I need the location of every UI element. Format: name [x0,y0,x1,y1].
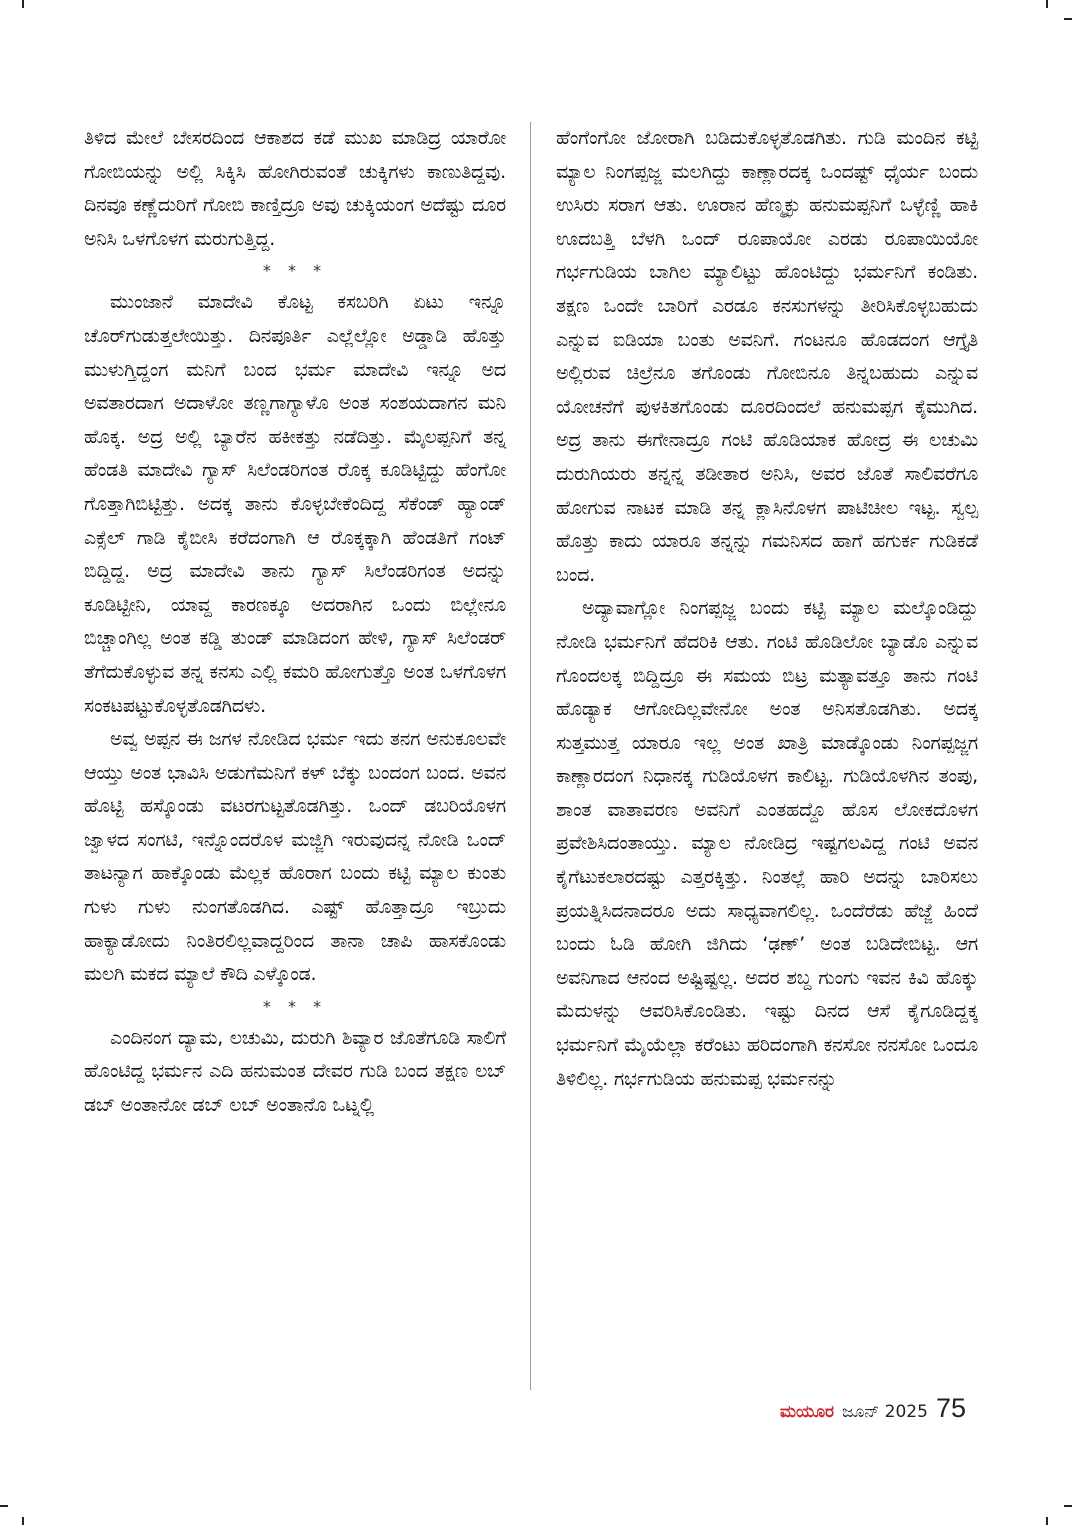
crop-mark-top-right [1046,0,1048,8]
paragraph: ಹೆಂಗೆಂಗೋ ಜೋರಾಗಿ ಬಡಿದುಕೊಳ್ಳತೊಡಗಿತು. ಗುಡಿ ಮಂದಿನ ಕಟ್ಟಿ ಮ್ಯಾಲ ನಿಂಗಪ್ಪಜ್ಜ ಮಲಗಿದ್ದು ಕಾಣ್ಲಾರದಕ್ಕ ಒಂದಷ್ಟ್ ಧೈರ್ಯ ಬಂದು ಉಸಿರು ಸರಾಗ ಆತು. ಊರಾನ ಹೆಣ್ಮಕ್ಳು ಹನುಮಪ್ಪನಿಗೆ ಒಳ್ಳೆಣ್ಣಿ ಹಾಕಿ ಊದಬತ್ತಿ ಬೆಳಗಿ ಒಂದ್ ರೂಪಾಯೋ ಎರಡು ರೂಪಾಯಿಯೋ ಗರ್ಭಗುಡಿಯ ಬಾಗಿಲ ಮ್ಯಾಲಿಟ್ಟು ಹೊಂಟಿದ್ದು ಭರ್ಮನಿಗೆ ಕಂಡಿತು. ತಕ್ಷಣ ಒಂದೇ ಬಾರಿಗೆ ಎರಡೂ ಕನಸುಗಳನ್ನು ತೀರಿಸಿಕೊಳ್ಳಬಹುದು ಎನ್ನುವ ಐಡಿಯಾ ಬಂತು ಅವನಿಗೆ. ಗಂಟನೂ ಹೊಡದಂಗ ಆಗ್ತೈತಿ ಅಲ್ಲಿರುವ ಚಿಲ್ರೆನೂ ತಗೊಂಡು ಗೋಬಿನೂ ತಿನ್ನಬಹುದು ಎನ್ನುವ ಯೋಚನೆಗೆ ಪುಳಕಿತಗೊಂಡು ದೂರದಿಂದಲೆ ಹನುಮಪ್ಪಗ ಕೈಮುಗಿದ. ಅದ್ರ ತಾನು ಈಗೇನಾದ್ರೂ ಗಂಟಿ ಹೊಡಿಯಾಕ ಹೋದ್ರ ಈ ಲಚುಮಿ ದುರುಗಿಯರು ತನ್ನನ್ನ ತಡೀತಾರ ಅನಿಸಿ, ಅವರ ಜೊತೆ ಸಾಲಿವರೆಗೂ ಹೋಗುವ ನಾಟಕ ಮಾಡಿ ತನ್ನ ಕ್ಲಾಸಿನೊಳಗ ಪಾಟಿಚೀಲ ಇಟ್ಟ. ಸ್ವಲ್ಪ ಹೊತ್ತು ಕಾದು ಯಾರೂ ತನ್ನನ್ನು ಗಮನಿಸದ ಹಾಗೆ ಹಗುರ್ಕ ಗುಡಿಕಡೆ ಬಂದ. [556,127,978,586]
crop-mark-top-left [22,0,24,8]
issue-date: ಜೂನ್ 2025 [842,1402,928,1422]
section-separator: * * * [262,261,328,281]
paragraph: ತಿಳಿದ ಮೇಲೆ ಬೇಸರದಿಂದ ಆಕಾಶದ ಕಡೆ ಮುಖ ಮಾಡಿದ್ರ ಯಾರೋ ಗೋಬಿಯನ್ನು ಅಲ್ಲಿ ಸಿಕ್ಕಿಸಿ ಹೋಗಿರುವಂತೆ ಚುಕ್ಕಿಗಳು ಕಾಣುತಿದ್ದವು. ದಿನವೂ ಕಣ್ಣೆದುರಿಗೆ ಗೋಬಿ ಕಾಣ್ತಿದ್ರೂ ಅವು ಚುಕ್ಕಿಯಂಗ ಅದೆಷ್ಟು ದೂರ ಅನಿಸಿ ಒಳಗೊಳಗ ಮರುಗುತ್ತಿದ್ದ. [84,127,506,250]
crop-mark-left-bottom [0,1505,8,1507]
left-column [84,122,506,1123]
paragraph: ಎಂದಿನಂಗ ದ್ಯಾಮ, ಲಚುಮಿ, ದುರುಗಿ ಶಿವ್ಯಾರ ಜೊತೆಗೂಡಿ ಸಾಲಿಗೆ ಹೊಂಟಿದ್ದ ಭರ್ಮನ ಎದಿ ಹನುಮಂತ ದೇವರ ಗುಡಿ ಬಂದ ತಕ್ಷಣ ಲಬ್ ಡಬ್ ಅಂತಾನೋ ಡಬ್ ಲಬ್ ಅಂತಾನೊ ಒಟ್ನಲ್ಲಿ [84,1026,506,1117]
paragraph: ಮುಂಜಾನೆ ಮಾದೇವಿ ಕೊಟ್ಟ ಕಸಬರಿಗಿ ಏಟು ಇನ್ನೂ ಚೊರ್‌ಗುಡುತ್ತಲೇಯಿತ್ತು. ದಿನಪೂರ್ತಿ ಎಲ್ಲೆಲ್ಲೋ ಅಡ್ಡಾಡಿ ಹೊತ್ತು ಮುಳುಗ್ತಿದ್ದಂಗ ಮನಿಗೆ ಬಂದ ಭರ್ಮ ಮಾದೇವಿ ಇನ್ನೂ ಅದ ಅವತಾರದಾಗ ಅದಾಳೋ ತಣ್ಣಗಾಗ್ಯಾಳೊ ಅಂತ ಸಂಶಯದಾಗನ ಮನಿ ಹೊಕ್ಕ. ಅದ್ರ ಅಲ್ಲಿ ಬ್ಯಾರೆನ ಹಕೀಕತ್ತು ನಡೆದಿತ್ತು. ಮೈಲಪ್ಪನಿಗೆ ತನ್ನ ಹೆಂಡತಿ ಮಾದೇವಿ ಗ್ಯಾಸ್ ಸಿಲೆಂಡರಿಗಂತ ರೊಕ್ಕ ಕೂಡಿಟ್ಟಿದ್ದು ಹೆಂಗೋ ಗೊತ್ತಾಗಿಬಿಟ್ಟಿತ್ತು. ಅದಕ್ಕ ತಾನು ಕೊಳ್ಳಬೇಕೆಂದಿದ್ದ ಸೆಕೆಂಡ್ ಹ್ಯಾಂಡ್ ಎಕ್ಸೆಲ್ ಗಾಡಿ ಕೈಬೀಸಿ ಕರೆದಂಗಾಗಿ ಆ ರೊಕ್ಕಕ್ಕಾಗಿ ಹೆಂಡತಿಗೆ ಗಂಟ್ ಬಿದ್ದಿದ್ದ. ಅದ್ರ ಮಾದೇವಿ ತಾನು ಗ್ಯಾಸ್ ಸಿಲೆಂಡರಿಗಂತ ಅದನ್ನು ಕೂಡಿಟ್ಟೀನಿ, ಯಾವ್ದ ಕಾರಣಕ್ಕೂ ಅದರಾಗಿನ ಒಂದು ಬಿಲ್ಲೇನೂ ಬಿಚ್ಚಾಂಗಿಲ್ಲ ಅಂತ ಕಡ್ಡಿ ತುಂಡ್ ಮಾಡಿದಂಗ ಹೇಳಿ, ಗ್ಯಾಸ್ ಸಿಲೆಂಡರ್ ತೆಗೆದುಕೊಳ್ಳುವ ತನ್ನ ಕನಸು ಎಲ್ಲಿ ಕಮರಿ ಹೋಗುತ್ತೊ ಅಂತ ಒಳಗೊಳಗ ಸಂಕಟಪಟ್ಟುಕೊಳ್ಳತೊಡಗಿದಳು. [84,291,506,717]
paragraph: ಅದ್ಯಾವಾಗ್ಲೋ ನಿಂಗಪ್ಪಜ್ಜ ಬಂದು ಕಟ್ಟಿ ಮ್ಯಾಲ ಮಲ್ಕೊಂಡಿದ್ದು ನೋಡಿ ಭರ್ಮನಿಗೆ ಹೆದರಿಕಿ ಆತು. ಗಂಟಿ ಹೊಡಿಲೋ ಬ್ಯಾಡೊ ಎನ್ನುವ ಗೊಂದಲಕ್ಕ ಬಿದ್ದಿದ್ರೂ ಈ ಸಮಯ ಬಿಟ್ರ ಮತ್ಯಾವತ್ತೂ ತಾನು ಗಂಟಿ ಹೊಡ್ಯಾಕ ಆಗೋದಿಲ್ಲವೇನೋ ಅಂತ ಅನಿಸತೊಡಗಿತು. ಅದಕ್ಕ ಸುತ್ತಮುತ್ತ ಯಾರೂ ಇಲ್ಲ ಅಂತ ಖಾತ್ರಿ ಮಾಡ್ಕೊಂಡು ನಿಂಗಪ್ಪಜ್ಜಗ ಕಾಣ್ಲಾರದಂಗ ನಿಧಾನಕ್ಕ ಗುಡಿಯೊಳಗ ಕಾಲಿಟ್ಟ. ಗುಡಿಯೊಳಗಿನ ತಂಪು, ಶಾಂತ ವಾತಾವರಣ ಅವನಿಗೆ ಎಂತಹದ್ದೊ ಹೊಸ ಲೋಕದೊಳಗ ಪ್ರವೇಶಿಸಿದಂತಾಯ್ತು. ಮ್ಯಾಲ ನೋಡಿದ್ರ ಇಷ್ಟಗಲವಿದ್ದ ಗಂಟಿ ಅವನ ಕೈಗೆಟುಕಲಾರದಷ್ಟು ಎತ್ತರಕ್ಕಿತ್ತು. ನಿಂತಲ್ಲೆ ಹಾರಿ ಅದನ್ನು ಬಾರಿಸಲು ಪ್ರಯತ್ನಿಸಿದನಾದರೂ ಅದು ಸಾಧ್ಯವಾಗಲಿಲ್ಲ. ಒಂದೆರೆಡು ಹೆಜ್ಜೆ ಹಿಂದೆ ಬಂದು ಓಡಿ ಹೋಗಿ ಜಿಗಿದು ‘ಢಣ್’ ಅಂತ ಬಡಿದೇಬಿಟ್ಟ. ಆಗ ಅವನಿಗಾದ ಆನಂದ ಅಷ್ಟಿಷ್ಟಲ್ಲ. ಅದರ ಶಬ್ದ ಗುಂಗು ಇವನ ಕಿವಿ ಹೊಕ್ಕು ಮೆದುಳನ್ನು ಆವರಿಸಿಕೊಂಡಿತು. ಇಷ್ಟು ದಿನದ ಆಸೆ ಕೈಗೂಡಿದ್ದಕ್ಕ ಭರ್ಮನಿಗೆ ಮೈಯೆಲ್ಲಾ ಕರೆಂಟು ಹರಿದಂಗಾಗಿ ಕನಸೋ ನನಸೋ ಒಂದೂ ತಿಳಿಲಿಲ್ಲ. ಗರ್ಭಗುಡಿಯ ಹನುಮಪ್ಪ ಭರ್ಮನನ್ನು [556,597,978,1090]
magazine-logo: ಮಯೂರ [779,1402,835,1422]
section-separator: * * * [262,996,328,1016]
crop-mark-right-bottom [1064,1505,1072,1507]
right-column [556,122,978,1096]
crop-mark-right-middle [1064,18,1072,20]
paragraph: ಅವ್ವ ಅಪ್ಪನ ಈ ಜಗಳ ನೋಡಿದ ಭರ್ಮ ಇದು ತನಗ ಅನುಕೂಲವೇ ಆಯ್ತು ಅಂತ ಭಾವಿಸಿ ಅಡುಗೆಮನಿಗೆ ಕಳ್ ಬೆಕ್ಕು ಬಂದಂಗ ಬಂದ. ಅವನ ಹೊಟ್ಟಿ ಹಸ್ಕೊಂಡು ವಟರಗುಟ್ಟತೊಡಗಿತ್ತು. ಒಂದ್ ಡಬರಿಯೊಳಗ ಜ್ವಾಳದ ಸಂಗಟಿ, ಇನ್ನೊಂದರೊಳ ಮಜ್ಜಿಗಿ ಇರುವುದನ್ನ ನೋಡಿ ಒಂದ್ ತಾಟನ್ಯಾಗ ಹಾಕ್ಕೊಂಡು ಮೆಲ್ಲಕ ಹೊರಾಗ ಬಂದು ಕಟ್ಟಿ ಮ್ಯಾಲ ಕುಂತು ಗುಳು ಗುಳು ನುಂಗತೊಡಗಿದ. ಎಷ್ಟ್ ಹೊತ್ತಾದ್ರೂ ಇಬ್ರುದು ಹಾಕ್ಯಾಡೋದು ನಿಂತಿರಲಿಲ್ಲವಾದ್ದರಿಂದ ತಾನಾ ಚಾಪಿ ಹಾಸಕೊಂಡು ಮಲಗಿ ಮಕದ ಮ್ಯಾಲೆ ಕೌದಿ ಎಳ್ಕೊಂಡ. [84,728,506,986]
crop-mark-bottom-left [22,1517,24,1525]
article-body [84,122,978,1392]
page-number: 75 [935,1393,966,1423]
crop-mark-bottom-right [1046,1517,1048,1525]
page-footer [780,1393,966,1429]
column-divider [530,122,531,1390]
